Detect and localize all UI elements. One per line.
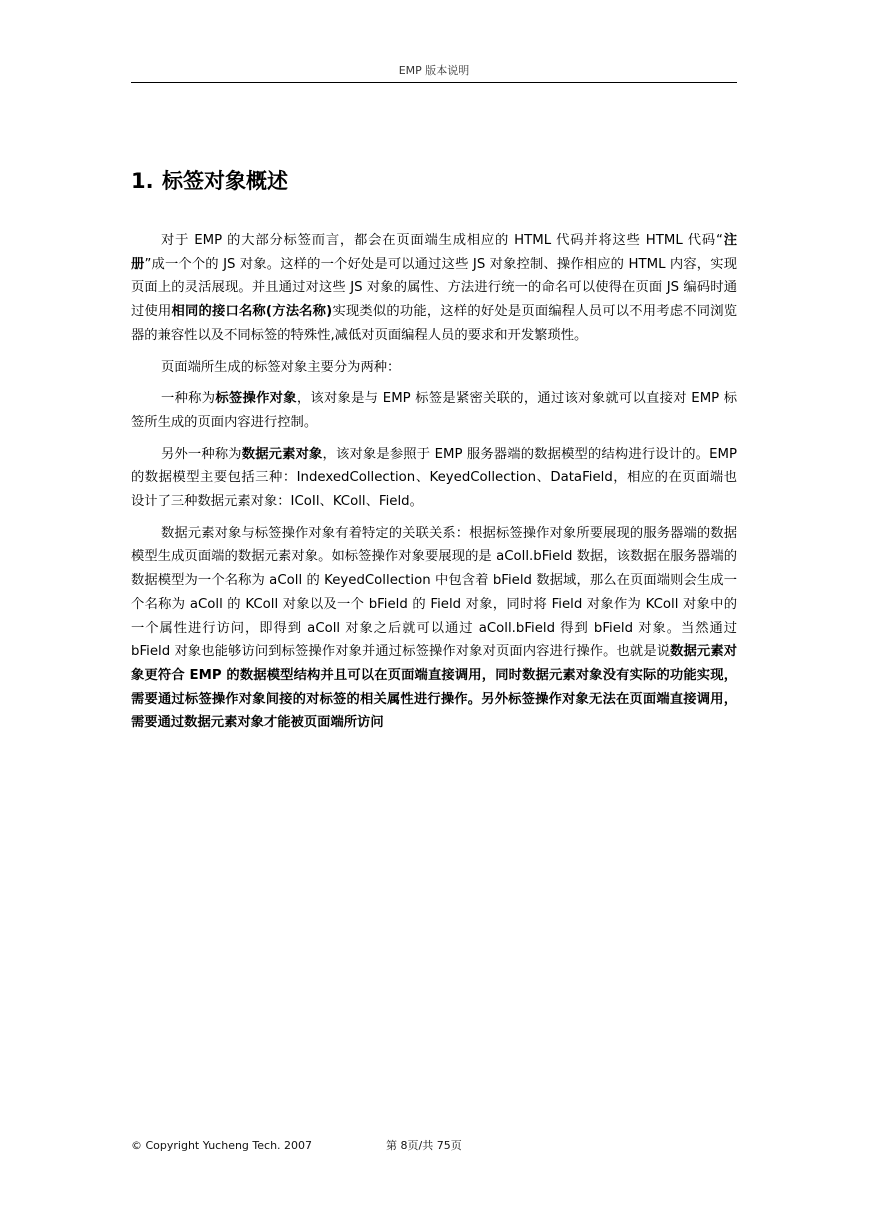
text-run: 另外一种称为 [161,446,242,462]
bold-text: 数据元素对象更符合 EMP 的数据模型结构并且可以在页面端直接调用，同时数据元素对象没有实际的功能实现，需要通过标签操作对象间接的对标签的相关属性进行操作。另外标签操作对象无法在页面端直接调用，需要通过数据元素对象才能被页面端所访问 [131,644,738,731]
paragraph [131,356,737,380]
footer-copyright: © Copyright Yucheng Tech. 2007 [131,1139,313,1152]
bold-text: 注册 [131,233,737,272]
text-run: ，该对象是与 EMP 标签是紧密关联的，通过该对象就可以直接对 EMP 标签所生成的页面内容进行控制。 [131,391,738,430]
text-run: ”成一个个的 JS 对象。这样的一个好处是可以通过这些 JS 对象控制、操作相应的 HTML 内容，实现页面上的灵活展现。并且通过对这些 JS 对象的属性、方法进行统一的命名可以使得在页面 JS 编码时通过使用 [131,256,737,320]
text-run: ，该对象是参照于 EMP 服务器端的数据模型的结构进行设计的。EMP 的数据模型主要包括三种：IndexedCollection、KeyedCollection、DataField，相应的在页面端也设计了三种数据元素对象：ICoIl、KColl、Field。 [131,446,738,510]
section-heading [131,166,288,196]
text-run: 一种称为 [161,391,216,407]
text-run: 页面端所生成的标签对象主要分为两种： [161,359,401,375]
paragraph [131,387,737,434]
text-run: 实现类似的功能，这样的好处是页面编程人员可以不用考虑不同浏览器的兼容性以及不同标签的特殊性,减低对页面编程人员的要求和开发繁琐性。 [131,304,738,343]
section-number: 1. [131,169,154,193]
paragraph [131,443,737,514]
bold-text: 标签操作对象 [215,391,297,407]
page-header: EMP 版本说明 [131,62,737,83]
bold-text: 相同的接口名称(方法名称) [171,304,333,320]
paragraph [131,522,737,735]
bold-text: 数据元素对象 [241,446,323,462]
text-run: 数据元素对象与标签操作对象有着特定的关联关系：根据标签操作对象所要展现的服务器端的数据模型生成页面端的数据元素对象。如标签操作对象要展现的是 aColl.bField 数据，该数据在服务器端的数据模型为一个名称为 aColl 的 KeyedCollection 中包含着 bField 数据域，那么在页面端则会生成一个名称为 aColl 的 KColl 对象以及一个 bField 的 Field 对象，同时将 Field 对象作为 KColl 对象中的一个属性进行访问，即得到 aColl 对象之后就可以通过 aColl.bField 得到 bField 对象。当然通过 bField 对象也能够访问到标签操作对象并通过标签操作对象对页面内容进行操作。也就是说 [131,525,737,660]
text-run: 对于 EMP 的大部分标签而言，都会在页面端生成相应的 HTML 代码并将这些 HTML 代码“ [161,233,723,248]
body-text [131,229,737,743]
paragraph [131,229,737,348]
footer-page-number: 第 8页/共 75页 [386,1139,462,1152]
section-title: 标签对象概述 [162,169,288,193]
